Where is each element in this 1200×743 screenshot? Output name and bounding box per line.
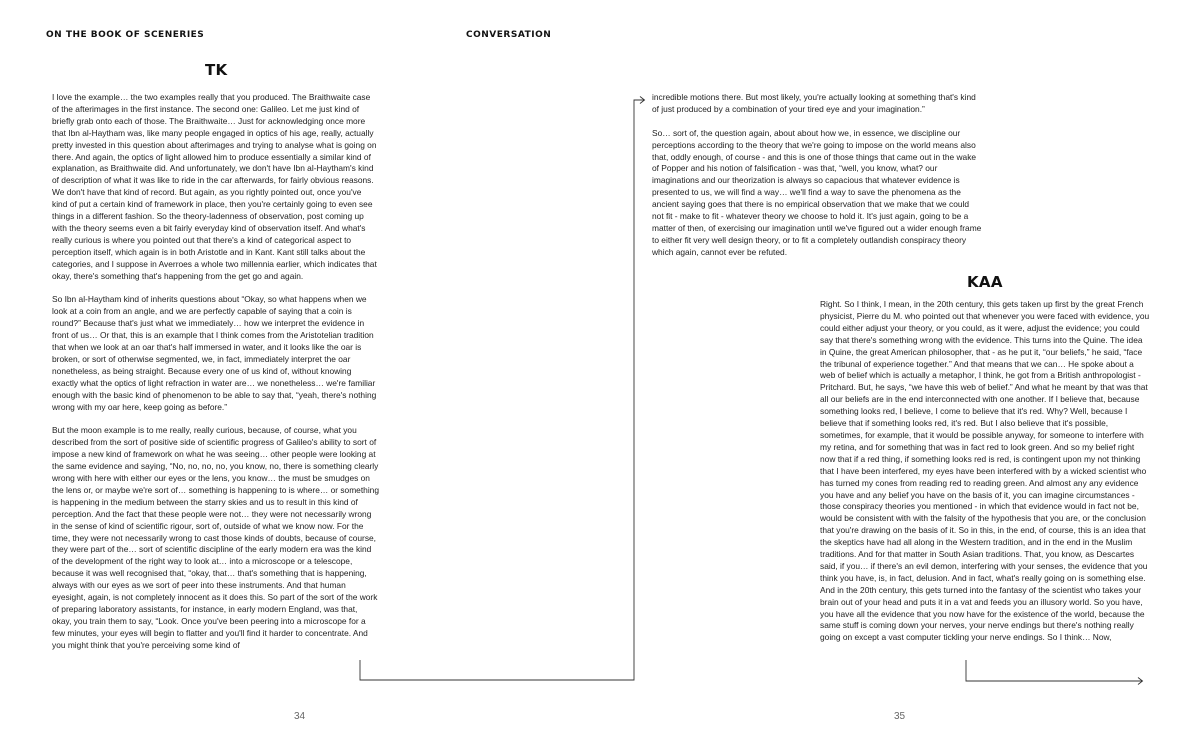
paragraph: So Ibn al-Haytham kind of inherits questions about “Okay, so what happens when we look at a coin from an angle, and we are perfectly capable of saying that a coin is round?” Because that's just what we immediately… how we interpret the evidence in front of us… Or that, this is an example that I think comes from the Aristotelian tradition that when we look at an oar that's half immersed in water, and it looks like the oar is broken, or sort of otherwise segmented, we, in fact, immediately interpret the oar nonetheless, as being straight. Because every one of us kind of, without knowing exactly what the optics of light refraction in water are… we nonetheless… we're familiar enough with the basic kind of phenomenon to be able to say that, “yeah, there's nothing wrong with my oar here, keep going as before.”: [52, 294, 377, 412]
continuation-arrow-end: [966, 660, 1143, 685]
speaker-kaa: KAA: [967, 273, 1003, 291]
paragraph: I love the example… the two examples really that you produced. The Braithwaite case of the afterimages in the first instance. The second one: Galileo. Let me just kind of briefly grab onto each of those. The Braithwaite… Just for acknowledging once more that Ibn al-Haytham was, like many people engaged in optics of his age, really, actually pretty invested in this question about afterimages and trying to analyse what is going on there. And again, the optics of light allowed him to produce essentially a similar kind of explanation, as Braithwaite did. And unfortunately, we don't have Ibn al-Haytham's kind of description of what it was like to ride in the car afterwards, for fairly obvious reasons. We don't have that kind of record. But again, as you rightly pointed out, once you've kind of put a certain kind of framework in place, then you're certainly going to even see things in a different fashion. So the theory-ladenness of observation, post coming up with the theory seems even a bit fairly everyday kind of observation itself. And what's really curious is where you pointed out that there's a kind of categorical aspect to perception itself, which again is in both Aristotle and in Kant. Kant still talks about the categories, and I suppose in Averroes a whole two millennia earlier, which indicates that okay, there's something that's happening from the get go and again.: [52, 92, 377, 281]
running-head: ON THE BOOK OF SCENERIES: [46, 30, 205, 40]
paragraph: incredible motions there. But most likely, you're actually looking at something that's kind of just produced by a combination of your tired eye and your imagination.”: [652, 92, 976, 114]
paragraph: Right. So I think, I mean, in the 20th century, this gets taken up first by the great French physicist, Pierre du M. who pointed out that whenever you were faced with evidence, you could either adjust your theory, or you could, as it were, adjust the evidence; you could say that there's something wrong with the evidence. This turns into the Quine. The idea in Quine, the great American philosopher, that - as he put it, “our beliefs,” he said, “face the tribunal of experience together.” And that means that we can… He spoke about a web of belief which is actually a metaphor, I think, he got from a British anthropologist - Pritchard. But, he says, “we have this web of belief.” And what he meant by that was that all our beliefs are in the end interconnected with one another. If I believe that, because something looks red, I believe, I come to believe that it's red. Why? Well, because I believe that if something looks red, it's red. But I also believe that it's possible, sometimes, for example, that it would be possible anyway, for someone to interfere with my retina, and for something that was in fact red to look green. And so my belief right now that if a red thing, if something looks red is red, is contingent upon my not thinking that I have been interfered, my eyes have been interfered with by a wicked scientist who has turned my cones from reading red to reading green. And almost any any evidence you have and any belief you have on the basis of it, you can imagine circumstances - those conspiracy theories you mentioned - in which that evidence would in fact not be, would be consistent with with the falsity of the hypothesis that you are, or the conclusion that you're drawing on the basis of it. So in this, in the end, of course, this is an idea that the skeptics have had all along in the Western tradition, and in the end in the Muslim traditions. And for that matter in South Asian traditions. That, you know, as Descartes said, if you… if there's an evil demon, interfering with your senses, the evidence that you think you have, is, in fact, delusion. And in fact, what's really going on is something else. And in the 20th century, this gets turned into the fantasy of the scientist who takes your brain out of your head and puts it in a vat and feeds you an illusory world. So you have, you have all the evidence that you now have for the existence of the world, because the same stuff is coming down your nerves, your nerve endings but there's nothing really going on except a vast computer tickling your nerve endings. So I think… Now,: [820, 299, 1150, 643]
speaker-tk: TK: [205, 61, 228, 79]
page-number-right: 35: [894, 711, 906, 722]
section-head: CONVERSATION: [466, 30, 552, 40]
continuation-arrow: [360, 97, 645, 681]
paragraph: But the moon example is to me really, really curious, because, of course, what you described from the sort of positive side of scientific progress of Galileo's ability to sort of impose a new kind of framework on what he was seeing… other people were looking at the same evidence and saying, “No, no, no, no, you know, no, there is something clearly wrong with here with either our eyes or the lens, you know… the must be smudges on the lens or, or maybe we're sort of… something is happening to is where… or something is happening in the medium between the starry skies and us to result in this kind of perception. And the fact that these people were not… they were not necessarily wrong in the sense of kind of scientific rigour, sort of, outside of what we know now. For the time, they were not necessarily wrong to cast those kinds of doubts, because of course, they were part of the… sort of scientific discipline of the early modern era was the kind of the development of the right way to look at… into a microscope or a telescope, because it was well recognised that, “okay, that… that's something that is happening, always with our eyes as we sort of peer into these instruments. And that human eyesight, again, is not completely innocent as it does this. So part of the sort of the work of preparing laboratory assistants, for instance, in early modern England, was that, okay, you train them to say, “Look. Once you've been peering into a microscope for a few minutes, your eyes will begin to flatter and you'll find it harder to concentrate. And you might think that you're perceiving some kind of: [52, 425, 379, 650]
page-number-left: 34: [294, 711, 306, 722]
paragraph: So… sort of, the question again, about about how we, in essence, we discipline our perceptions according to the theory that we're going to impose on the world means also that, oddly enough, of course - and this is one of those things that came out in the wake of Popper and his notion of falsification - was that, “well, you know, what? our imaginations and our theorization is always so capacious that whatever evidence is presented to us, we will find a way… we'll find a way to save the phenomena as the ancient saying goes that there is no empirical observation that we make that we could not fit - make to fit - whatever theory we choose to hold it. It's just again, going to be a matter of then, of exercising our imagination until we've figured out a wider enough frame to either fit very well design theory, or to fit a completely outlandish conspiracy theory which again, cannot ever be refuted.: [652, 127, 982, 257]
